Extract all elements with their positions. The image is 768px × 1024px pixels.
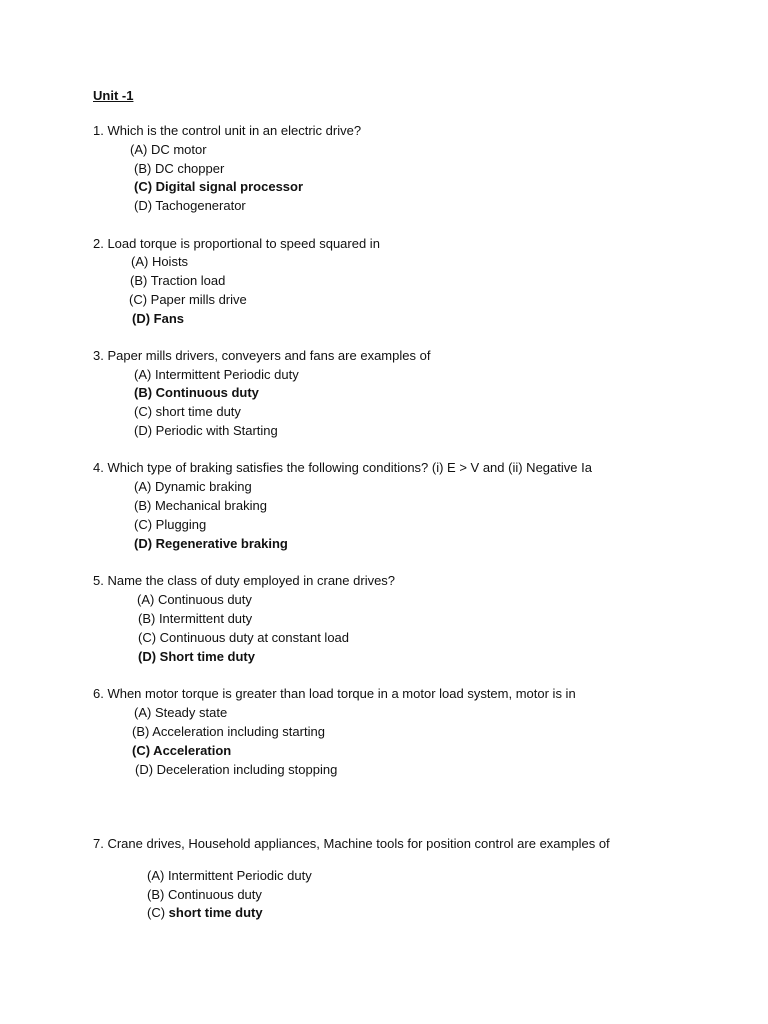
question-6-option-d: (D) Deceleration including stopping bbox=[135, 762, 338, 777]
question-4-option-d-answer: (D) Regenerative braking bbox=[134, 536, 288, 551]
question-4-option-a: (A) Dynamic braking bbox=[134, 479, 252, 494]
question-4-text: 4. Which type of braking satisfies the following conditions? (i) E > V and (ii) Negative Ia bbox=[93, 460, 592, 475]
question-3-option-d: (D) Periodic with Starting bbox=[134, 423, 278, 438]
question-1-option-c-answer: (C) Digital signal processor bbox=[134, 179, 304, 194]
question-6-text: 6. When motor torque is greater than load torque in a motor load system, motor is in bbox=[93, 686, 576, 701]
question-1-option-a: (A) DC motor bbox=[130, 142, 207, 157]
question-5-option-b: (B) Intermittent duty bbox=[138, 611, 253, 626]
question-5-option-a: (A) Continuous duty bbox=[137, 592, 252, 607]
question-6-option-c-answer: (C) Acceleration bbox=[132, 743, 232, 758]
question-7-option-b: (B) Continuous duty bbox=[147, 887, 262, 902]
question-3-option-b-answer: (B) Continuous duty bbox=[134, 385, 259, 400]
question-2-option-c: (C) Paper mills drive bbox=[129, 292, 247, 307]
question-1-option-b: (B) DC chopper bbox=[134, 161, 225, 176]
unit-title: Unit -1 bbox=[93, 88, 134, 103]
question-7-option-c: (C) short time duty bbox=[147, 905, 263, 920]
question-3-option-a: (A) Intermittent Periodic duty bbox=[134, 367, 299, 382]
question-3-option-c: (C) short time duty bbox=[134, 404, 241, 419]
question-2-option-a: (A) Hoists bbox=[131, 254, 189, 269]
question-5-option-c: (C) Continuous duty at constant load bbox=[138, 630, 350, 645]
question-2-text: 2. Load torque is proportional to speed squared in bbox=[93, 236, 380, 251]
question-4-option-b: (B) Mechanical braking bbox=[134, 498, 267, 513]
question-2-option-d-answer: (D) Fans bbox=[132, 311, 184, 326]
question-7-option-a: (A) Intermittent Periodic duty bbox=[147, 868, 312, 883]
question-6-option-b: (B) Acceleration including starting bbox=[132, 724, 325, 739]
question-5-text: 5. Name the class of duty employed in crane drives? bbox=[93, 573, 396, 588]
question-1-option-d: (D) Tachogenerator bbox=[134, 198, 246, 213]
question-5-option-d-answer: (D) Short time duty bbox=[138, 649, 255, 664]
question-6-option-a: (A) Steady state bbox=[134, 705, 228, 720]
question-3-text: 3. Paper mills drivers, conveyers and fans are examples of bbox=[93, 348, 431, 363]
question-7-text: 7. Crane drives, Household appliances, Machine tools for position control are examples of bbox=[93, 836, 610, 851]
question-2-option-b: (B) Traction load bbox=[130, 273, 226, 288]
question-4-option-c: (C) Plugging bbox=[134, 517, 207, 532]
question-1-text: 1. Which is the control unit in an electric drive? bbox=[93, 123, 362, 138]
